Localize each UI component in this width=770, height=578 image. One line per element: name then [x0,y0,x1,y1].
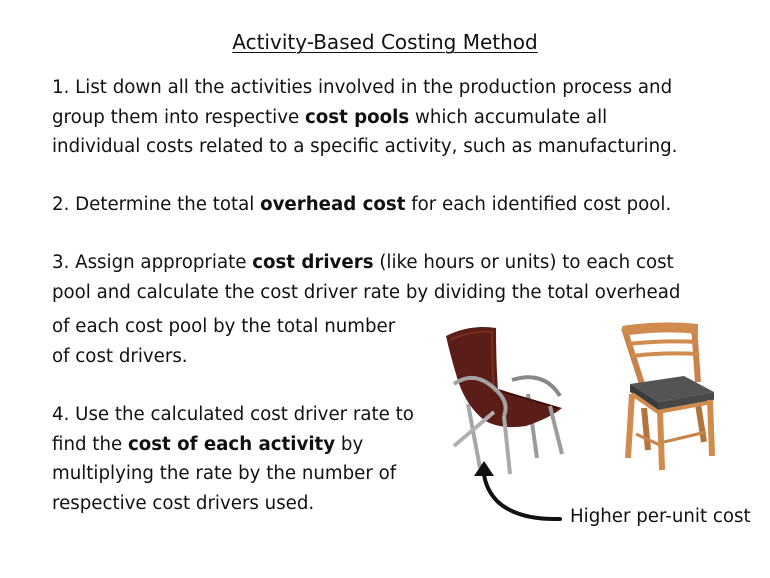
page-title: Activity-Based Costing Method [232,30,538,54]
bold-term: cost pools [304,106,410,128]
text-line: 4. Use the calculated cost driver rate to [52,404,414,425]
text-line: of each cost pool by the total number [52,316,396,337]
text-line: respective cost drivers used. [52,492,315,514]
text-line: find the cost of each activity by [52,433,364,455]
bold-term: cost drivers [252,252,374,273]
bold-term: overhead cost [260,194,406,215]
step-3-text-continued [52,312,395,371]
text-line: multiplying the rate by the number of [52,463,397,484]
text-line: group them into respective cost pools which accumulate all [52,106,608,128]
text-line: 1. List down all the activities involved in the production process and [52,77,673,98]
text-line: 2. Determine the total overhead cost for each identified cost pool. [52,194,672,215]
bold-term: cost of each activity [127,433,336,455]
wooden-chair-image [618,322,718,472]
step-1-text [52,73,677,162]
text-line: 3. Assign appropriate cost drivers (like hours or units) to each cost [52,252,674,273]
step-4-text [52,400,414,518]
curved-arrow-icon [468,456,564,528]
step-3-text [52,248,680,307]
text-line: individual costs related to a specific activity, such as manufacturing. [52,136,678,157]
text-line: of cost drivers. [52,345,188,367]
step-2-text [52,190,671,220]
lounge-chair-image [438,322,570,476]
text-line: pool and calculate the cost driver rate by dividing the total overhead [52,281,681,303]
higher-per-unit-cost-label: Higher per-unit cost [570,506,751,527]
